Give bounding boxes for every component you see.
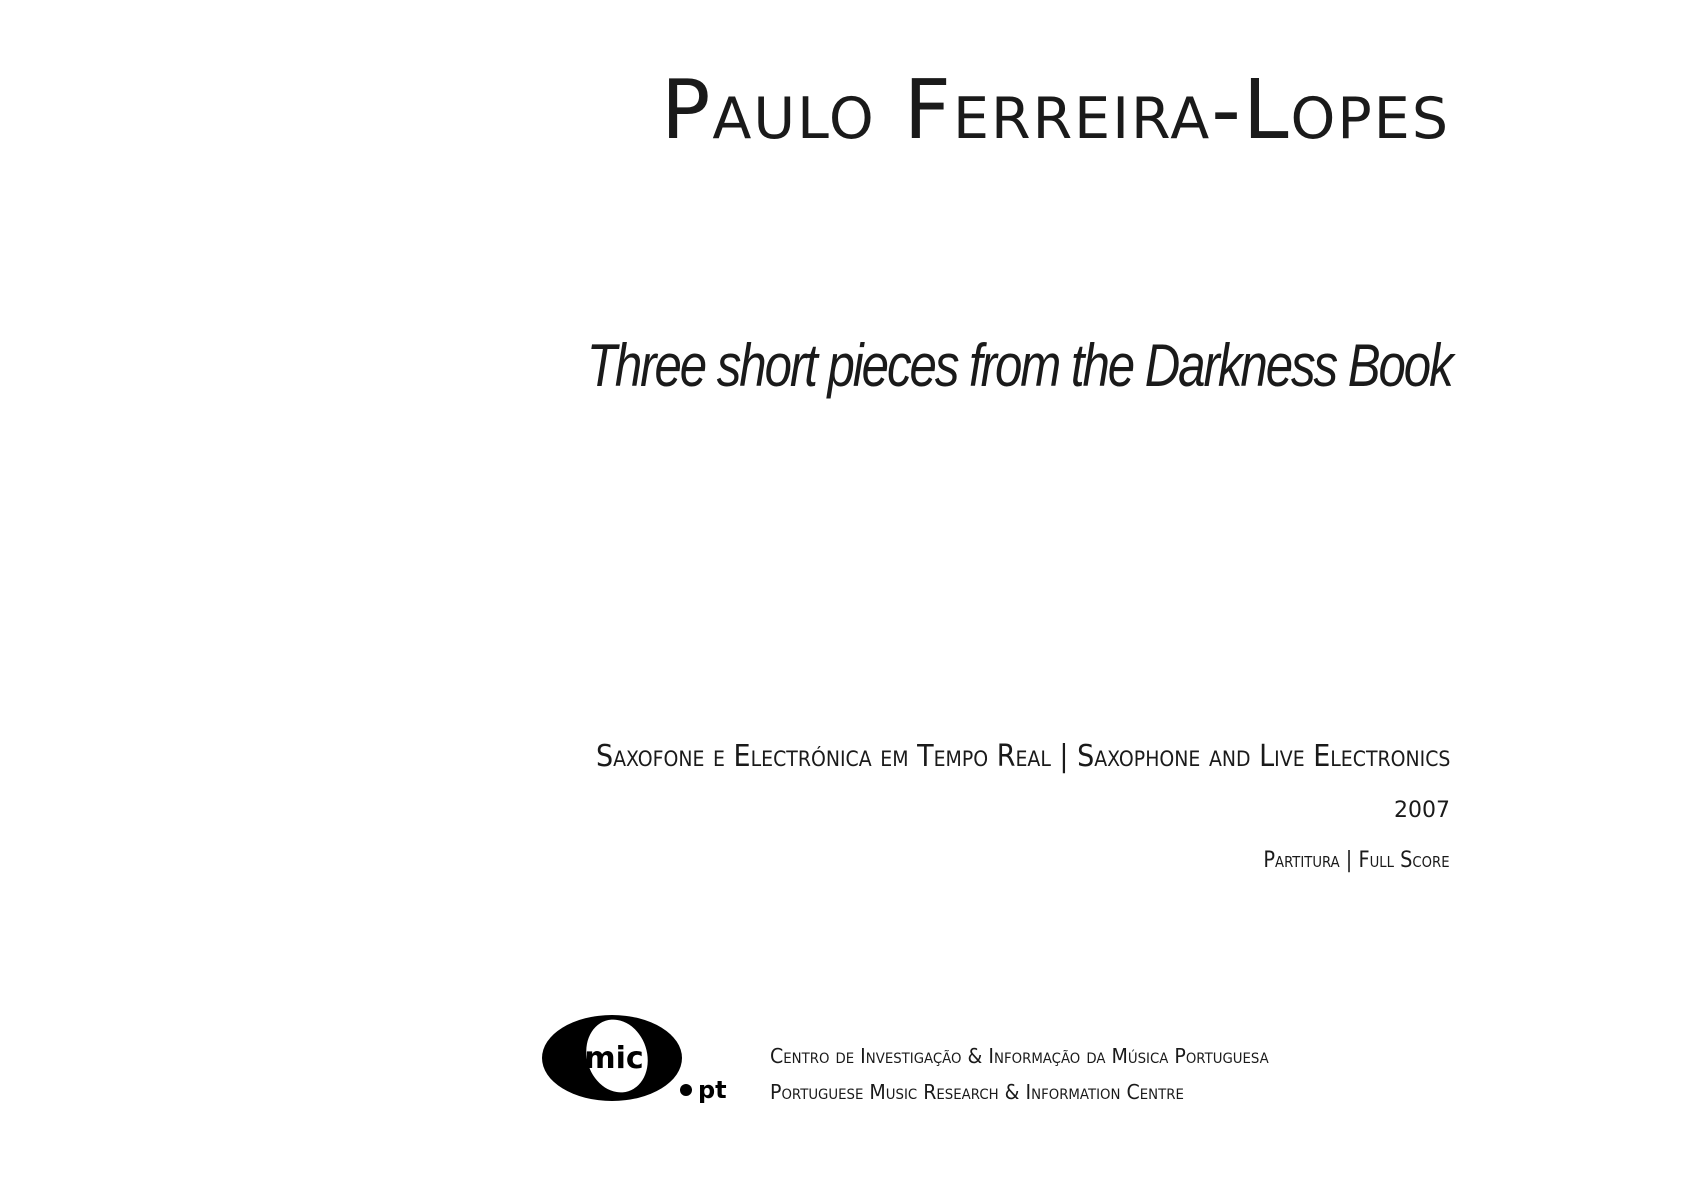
- instrumentation: Saxofone e Electrónica em Tempo Real | Saxophone and Live Electronics: [595, 739, 1450, 774]
- institution-name-en: Portuguese Music Research & Information Centre: [770, 1080, 1184, 1104]
- institution-name-pt: Centro de Investigação & Informação da Música Portuguesa: [770, 1044, 1269, 1068]
- work-title: Three short pieces from the Darkness Book: [587, 332, 1452, 399]
- logo-mic-text: mic: [584, 1041, 644, 1076]
- composer-name: Paulo Ferreira-Lopes: [660, 63, 1450, 158]
- logo-dot: [680, 1084, 692, 1096]
- logo-pt-text: pt: [698, 1076, 727, 1104]
- composition-year: 2007: [1394, 798, 1450, 823]
- institution-block: [770, 1038, 1269, 1110]
- score-type: Partitura | Full Score: [1263, 848, 1450, 873]
- mic-pt-logo: [540, 1010, 740, 1110]
